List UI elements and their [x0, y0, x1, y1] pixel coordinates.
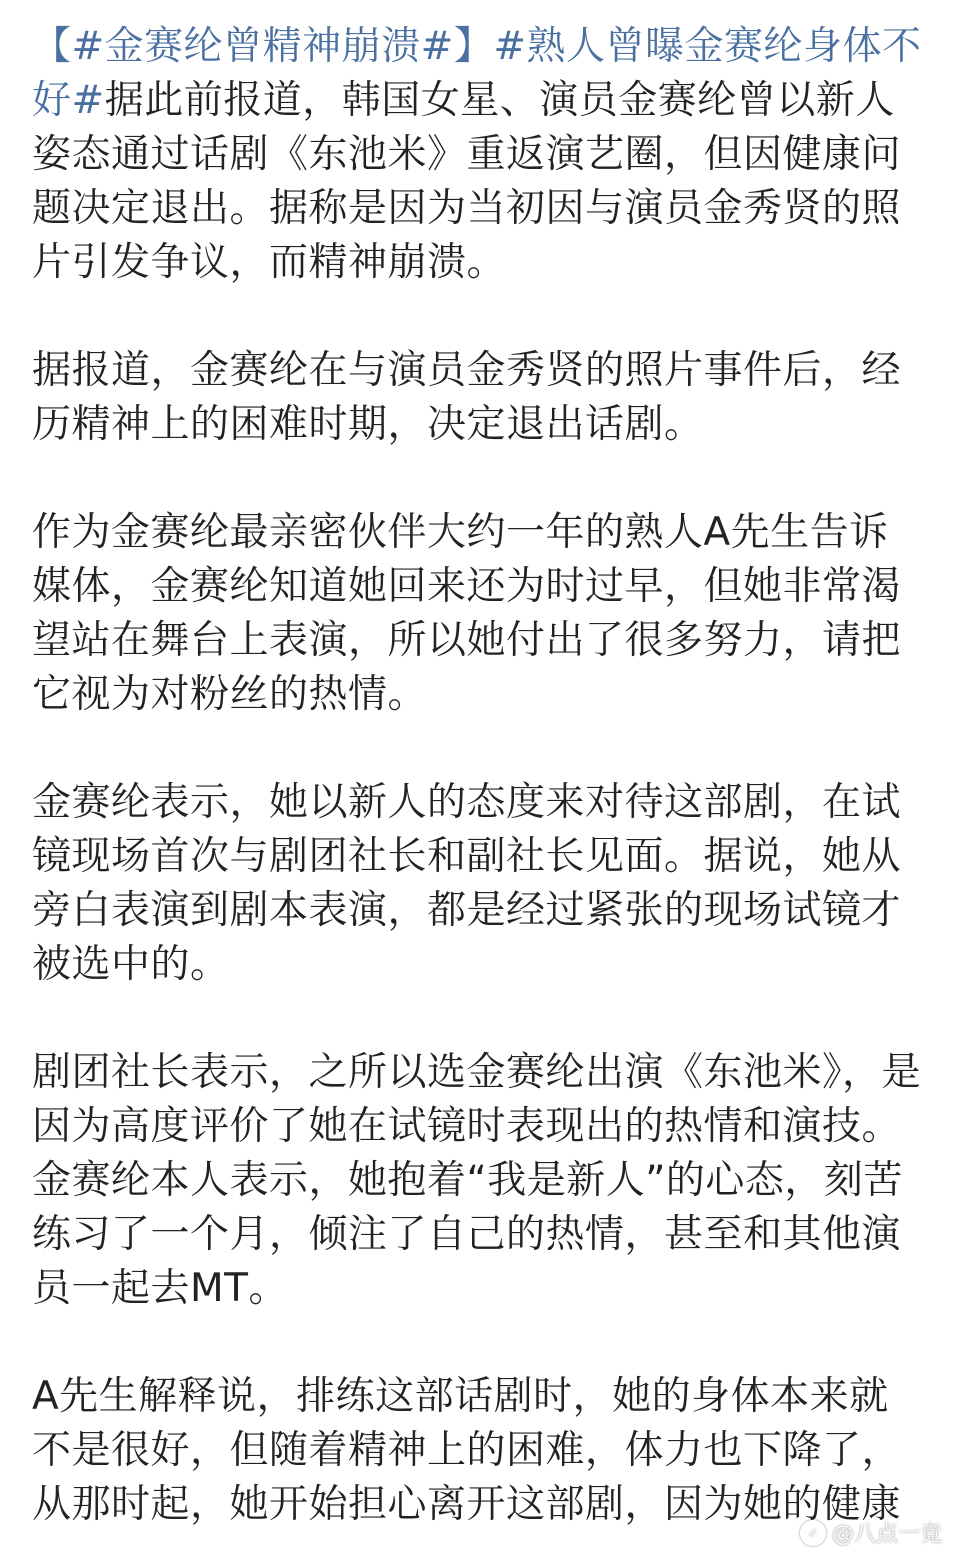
paragraph-text: 金赛纶表示，她以新人的态度来对待这部剧，在试镜现场首次与剧团社长和副社长见面。据说，她从旁白表演到剧本表演，都是经过紧张的现场试镜才被选中的。 [32, 780, 902, 987]
paragraph-text: 作为金赛纶最亲密伙伴大约一年的熟人A先生告诉媒体，金赛纶知道她回来还为时过早，但她非常渴望站在舞台上表演，所以她付出了很多努力，请把它视为对粉丝的热情。 [32, 510, 902, 717]
watermark-text: @八点一竞 [831, 1522, 942, 1547]
paragraph-5 [32, 1046, 922, 1316]
paragraph-text: 剧团社长表示，之所以选金赛纶出演《东池米》，是因为高度评价了她在试镜时表现出的热情和演技。金赛纶本人表示，她抱着“我是新人”的心态，刻苦练习了一个月，倾注了自己的热情，甚至和其他演员一起去MT。 [32, 1050, 922, 1311]
paragraph-1 [32, 20, 922, 290]
paragraph-text: 据此前报道，韩国女星、演员金赛纶曾以新人姿态通过话剧《东池米》重返演艺圈，但因健康问题决定退出。据称是因为当初因与演员金秀贤的照片引发争议，而精神崩溃。 [32, 78, 902, 285]
paragraph-text: 据报道，金赛纶在与演员金秀贤的照片事件后，经历精神上的困难时期，决定退出话剧。 [32, 348, 902, 447]
hashtag-link[interactable]: #熟人曾曝金赛纶身体不好# [32, 24, 922, 123]
paragraph-3 [32, 506, 922, 722]
paragraph-text: A先生解释说，排练这部话剧时，她的身体本来就不是很好，但随着精神上的困难，体力也下降了，从那时起，她开始担心离开这部剧，因为她的健康 [32, 1374, 902, 1527]
paragraph-6 [32, 1370, 922, 1532]
paragraph-2 [32, 344, 922, 452]
paragraph-4 [32, 776, 922, 992]
watermark [800, 1517, 942, 1548]
hashtag-link[interactable]: 【#金赛纶曾精神崩溃#】 [32, 24, 494, 69]
post-body [32, 20, 922, 1564]
platform-logo-icon: ✓ [800, 1520, 826, 1546]
page-cutoff [32, 1546, 922, 1564]
